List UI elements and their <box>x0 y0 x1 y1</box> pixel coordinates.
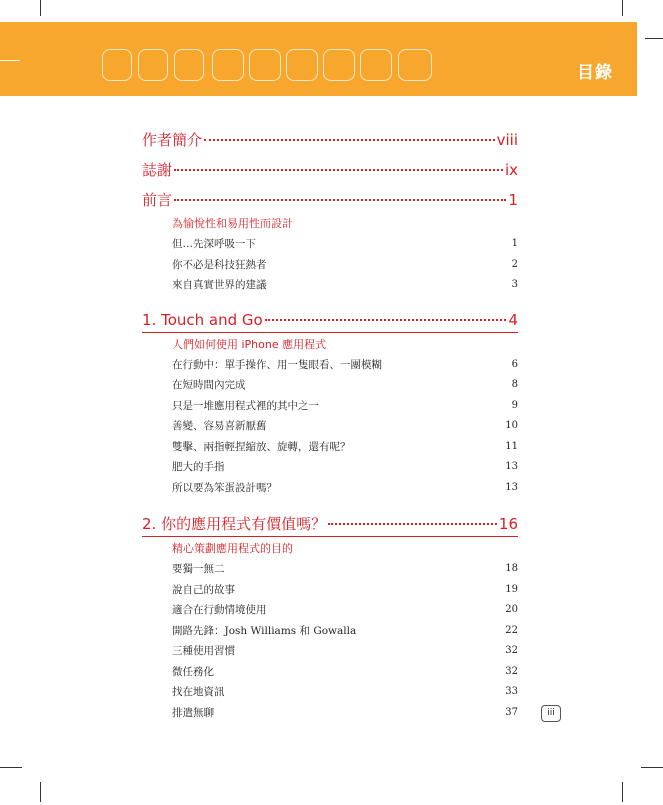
toc-section-heading[interactable]: 為愉悅性和易用性而設計 <box>172 217 293 230</box>
chapter-title: 前言 <box>142 191 173 209</box>
entry-page: 8 <box>511 379 518 390</box>
toc-chapter-2[interactable] <box>142 512 518 536</box>
toc-entry[interactable] <box>142 275 518 296</box>
entry-page: 9 <box>511 399 518 411</box>
toc-entry[interactable] <box>142 437 518 458</box>
toc-entry[interactable] <box>142 621 518 642</box>
toc-entry[interactable] <box>142 234 518 255</box>
entry-page: 13 <box>505 481 518 493</box>
entry-page: 20 <box>505 604 518 615</box>
entry-title: 要獨一無二 <box>172 563 225 575</box>
dot-leader <box>328 523 497 525</box>
tab-shape <box>286 49 318 81</box>
tab-shape <box>174 49 204 81</box>
entry-page: 18 <box>505 563 518 574</box>
chapter-title: 作者簡介 <box>142 131 203 149</box>
entry-page: 19 <box>505 583 518 595</box>
toc-entry[interactable] <box>142 600 518 621</box>
banner-line <box>0 60 20 61</box>
entry-page: 33 <box>505 686 518 697</box>
entry-page: 37 <box>505 706 518 718</box>
toc-chapter-1[interactable] <box>142 308 518 332</box>
entry-title: 所以要為笨蛋設計嗎？ <box>172 481 277 494</box>
tab-shape <box>249 49 281 81</box>
entry-title: 在短時間內完成 <box>172 379 246 391</box>
chapter-title: 誌謝 <box>142 161 173 179</box>
entry-page: 1 <box>511 238 518 249</box>
chapter-page: 16 <box>498 515 518 533</box>
entry-title: 在行動中：單手操作、用一隻眼看、一團模糊 <box>172 358 382 371</box>
chapter-rule <box>142 332 518 333</box>
chapter-page: ix <box>504 161 518 179</box>
toc-chapter-preface[interactable] <box>142 188 518 212</box>
tab-shape <box>398 49 432 81</box>
crop-mark <box>645 38 663 39</box>
crop-mark <box>641 767 663 768</box>
entry-title: 只是一堆應用程式裡的其中之一 <box>172 399 319 412</box>
chapter-title: 1. Touch and Go <box>142 310 263 329</box>
entry-title: 你不必是科技狂熱者 <box>172 258 267 271</box>
chapter-page: 4 <box>508 310 518 329</box>
toc-entry[interactable] <box>142 559 518 580</box>
entry-title: 排遣無聊 <box>172 706 214 719</box>
toc-entry[interactable] <box>142 580 518 601</box>
toc-entry[interactable] <box>142 457 518 478</box>
crop-mark <box>0 767 22 768</box>
tab-shape <box>212 49 244 81</box>
toc-chapter-author[interactable] <box>142 128 518 152</box>
entry-title: 說自己的故事 <box>172 583 235 596</box>
entry-page: 22 <box>505 624 518 636</box>
dot-leader <box>174 169 503 171</box>
header-banner <box>0 22 637 96</box>
toc-entry[interactable] <box>142 375 518 396</box>
crop-mark <box>40 782 41 802</box>
tab-shape <box>323 49 355 81</box>
crop-mark <box>622 0 623 16</box>
toc-entry[interactable] <box>142 255 518 276</box>
entry-title: 開路先鋒：Josh Williams 和 Gowalla <box>172 624 357 637</box>
entry-page: 32 <box>505 645 518 656</box>
toc-entry[interactable] <box>142 416 518 437</box>
entry-title: 肥大的手指 <box>172 461 225 473</box>
page-title: 目錄 <box>577 63 613 83</box>
chapter-rule <box>142 536 518 537</box>
entry-page: 2 <box>511 258 518 270</box>
tab-shape <box>102 49 132 81</box>
toc-chapter-acknowledgements[interactable] <box>142 158 518 182</box>
toc-entry[interactable] <box>142 703 518 724</box>
entry-title: 雙擊、兩指輕捏縮放、旋轉，還有呢？ <box>172 440 351 453</box>
tab-shape <box>138 49 168 81</box>
toc-entry[interactable] <box>142 478 518 499</box>
chapter-title: 2. 你的應用程式有價值嗎？ <box>142 515 327 533</box>
entry-title: 微任務化 <box>172 665 214 678</box>
entry-page: 3 <box>511 279 518 290</box>
chapter-page: viii <box>496 131 518 149</box>
entry-page: 13 <box>505 461 518 472</box>
entry-page: 6 <box>511 358 518 370</box>
entry-title: 找在地資訊 <box>172 686 225 698</box>
entry-page: 11 <box>505 440 518 452</box>
toc-entry[interactable] <box>142 682 518 703</box>
toc-section-heading[interactable]: 人們如何使用 iPhone 應用程式 <box>172 337 327 351</box>
entry-title: 適合在行動情境使用 <box>172 604 267 616</box>
tab-shape <box>360 49 392 81</box>
entry-title: 來自真實世界的建議 <box>172 279 267 291</box>
entry-title: 但…先深呼吸一下 <box>172 238 256 250</box>
toc-entry[interactable] <box>142 662 518 683</box>
dot-leader <box>174 199 506 201</box>
entry-page: 32 <box>505 665 518 677</box>
dot-leader <box>265 319 507 321</box>
entry-title: 善變、容易喜新厭舊 <box>172 420 267 432</box>
crop-mark <box>40 0 41 16</box>
toc-entry[interactable] <box>142 355 518 376</box>
chapter-page: 1 <box>508 191 518 209</box>
toc-section-heading[interactable]: 精心策劃應用程式的目的 <box>172 542 293 555</box>
table-of-contents <box>142 128 518 723</box>
toc-entry[interactable] <box>142 396 518 417</box>
toc-entry[interactable] <box>142 641 518 662</box>
crop-mark <box>622 782 623 802</box>
entry-page: 10 <box>505 420 518 431</box>
dot-leader <box>204 139 495 141</box>
page-number: iii <box>541 705 561 722</box>
entry-title: 三種使用習慣 <box>172 645 235 657</box>
